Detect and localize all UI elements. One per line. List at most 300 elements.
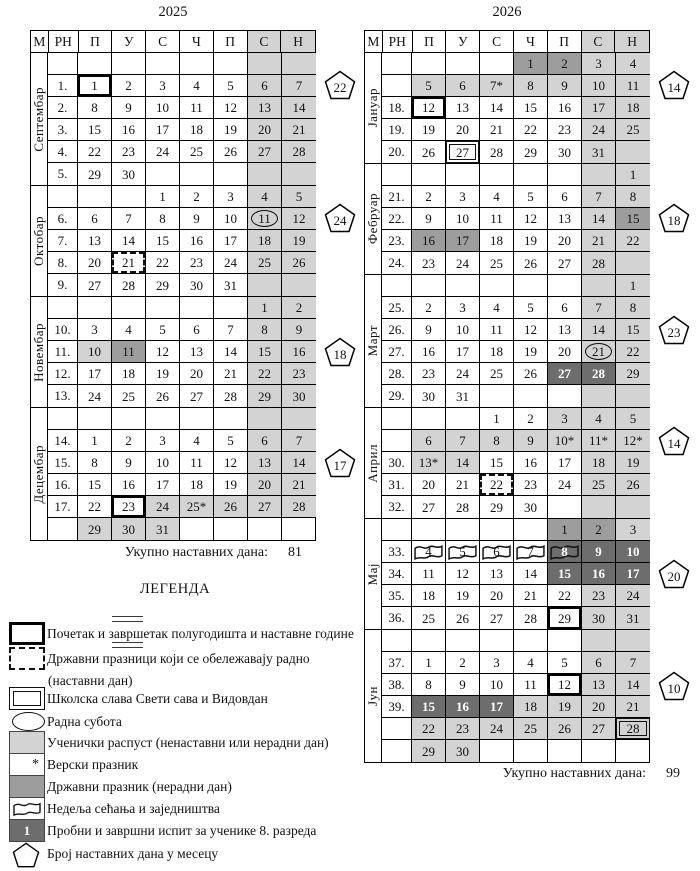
day-number: 9 [459,677,466,692]
day-number: 13 [592,677,605,692]
day-cell [480,541,514,562]
day-cell [446,75,480,96]
day-cell [480,674,514,695]
week-row [382,53,650,75]
day-number: 28 [524,610,537,626]
day-number: 10 [88,344,101,359]
week-row [382,474,650,496]
month-rows [382,53,650,163]
day-cell [582,696,616,717]
day-number: 21 [224,366,237,381]
day-number: 11 [524,677,537,692]
day-number: 3 [227,189,234,204]
day-cell [616,230,650,251]
day-number: 20 [558,344,571,359]
badge-number: 22 [333,79,347,95]
week-number: 21. [382,186,412,207]
day-cell [446,119,480,140]
day-number: 14 [524,566,537,581]
day-cell [548,363,582,384]
week-number: 1. [48,75,78,96]
day-cell [582,297,616,318]
day-number: 27 [490,610,503,626]
month-name: Јануар [365,88,380,128]
week-number: 10. [48,319,78,340]
day-number: 21 [592,233,605,248]
day-number: 30 [122,521,135,537]
day-cell [412,53,446,74]
day-cell [446,474,480,495]
day-number: 21 [456,477,469,492]
day-number: 23 [558,122,571,137]
day-cell [582,630,616,651]
day-cell [446,385,480,407]
day-number: 16 [558,100,571,115]
flag-icon [9,797,45,820]
day-number: 15 [490,455,503,470]
day-cell [480,141,514,163]
day-number: 15 [524,100,537,115]
week-number [382,519,412,540]
day-number: 7 [629,655,637,670]
day-number: 4 [493,189,500,204]
day-number: 11 [422,566,435,581]
day-number: 18 [490,233,503,248]
day-number: 15 [558,566,571,581]
day-cell [548,408,582,429]
day-cell [548,541,582,562]
day-number: 10 [156,100,169,115]
header-cell: П [413,31,447,52]
day-cell [616,718,650,739]
day-cell [412,97,446,118]
day-number: 5 [527,300,534,315]
day-cell [582,275,616,296]
day-number: 2 [125,78,132,93]
day-cell [480,186,514,207]
day-number: 15 [626,322,640,337]
day-cell [548,652,582,673]
day-number: 13 [558,211,571,226]
light-cell-icon [9,731,45,754]
header-cell: П [79,31,113,52]
day-number: 14 [292,455,306,470]
month-rows [382,275,650,407]
day-cell [480,252,514,274]
day-number: 28 [592,366,605,381]
day-cell [514,275,548,296]
week-row [382,652,650,674]
day-cell [616,674,650,695]
header-cell: РН [49,31,79,52]
day-cell [412,252,446,274]
week-number: 39. [382,696,412,717]
day-number: 18 [592,455,605,470]
day-number: 22 [626,344,640,359]
week-row [382,385,650,407]
day-number: 30 [292,388,306,404]
badge-number: 23 [667,324,681,340]
legend-label: Верски празник [47,757,139,772]
day-number: 7 [527,544,534,559]
day-cell [616,496,650,518]
day-number: 18 [490,344,503,359]
day-cell [514,474,548,495]
day-number: 12 [224,455,237,470]
day-cell [480,652,514,673]
legend-label: Државни празници који се обележавају радно [47,651,310,666]
day-number: 3 [629,522,637,537]
legend-label: Ученички распуст (ненаставни или нерадни дан) [47,735,329,750]
day-number: 25 [524,721,537,736]
badge-number: 14 [667,435,681,451]
day-cell [412,363,446,384]
day-number: 30 [422,388,435,404]
day-cell [412,563,446,584]
day-cell [548,186,582,207]
day-cell [480,230,514,251]
day-cell [582,541,616,562]
day-number: 24 [88,388,101,404]
day-number: 2 [193,189,200,204]
day-cell [548,252,582,274]
day-number: 21 [490,122,503,137]
day-cell [514,141,548,163]
day-number: 14 [456,455,469,470]
day-cell [616,363,650,384]
day-number: 16 [524,455,537,470]
day-number: 6 [425,433,432,448]
day-number: 1 [425,655,432,670]
day-number: 16 [456,699,469,714]
day-number: 26 [422,144,435,160]
day-cell [446,53,480,74]
day-number: 20 [88,255,101,270]
day-number: 3 [561,411,568,426]
teaching-days-badge [324,203,356,233]
day-number: 20 [190,366,203,381]
day-cell [616,297,650,318]
day-number: 1 [91,78,98,93]
day-number: 9 [125,100,132,115]
week-row [382,563,650,585]
day-cell [616,319,650,340]
total-label: Укупно наставних дана: [502,766,646,781]
bold-box-icon [9,622,45,645]
day-cell [412,186,446,207]
teaching-days-badge [658,203,690,233]
day-number: 11 [190,455,203,470]
day-cell [480,319,514,340]
day-number: 6 [261,78,268,93]
header-cell: Ч [180,31,214,52]
day-number: 4 [193,78,200,93]
day-cell [548,563,582,584]
day-cell [446,607,480,629]
day-number: 23 [524,477,537,492]
day-cell [582,97,616,118]
day-cell [616,141,650,163]
day-number: 13 [490,566,503,581]
day-number: 19 [156,366,169,381]
day-number: 16 [190,233,203,248]
day-cell [112,496,146,517]
day-number: 4 [193,433,200,448]
day-number: 2 [295,300,303,315]
day-cell [480,718,514,739]
day-number: 12 [524,211,537,226]
day-number: 10* [554,433,575,448]
day-number: 28 [456,499,469,515]
day-number: 27 [190,388,203,404]
day-number: 9 [193,211,200,226]
week-row [382,541,650,563]
day-number: 9 [295,322,303,337]
exam-glyph: 1 [23,822,31,838]
month-block [365,630,649,762]
day-number: 12 [456,566,469,581]
header-cell: С [582,31,616,52]
month-rows [382,408,650,518]
day-number: 11 [490,322,503,337]
day-number: 7 [459,433,466,448]
day-cell [412,474,446,495]
day-number: 25 [190,144,203,159]
day-number: 5 [629,411,637,426]
day-number: 24 [592,122,605,137]
day-cell [412,519,446,540]
day-cell [582,53,616,74]
day-number: 15 [258,344,271,359]
day-number: 28 [122,277,135,293]
week-number: 12. [48,363,78,384]
day-number: 7* [490,78,503,93]
day-cell [548,297,582,318]
day-number: 16 [422,233,435,248]
day-number: 1 [629,167,637,182]
day-number: 18 [422,588,435,603]
day-number: 24 [156,499,169,514]
dark-cell-icon [9,819,45,842]
day-cell [446,541,480,562]
day-cell [412,408,446,429]
day-cell [548,718,582,739]
dashed-box-icon [9,647,45,670]
day-number: 23 [190,255,203,270]
day-number: 19 [456,588,469,603]
day-number: 30 [524,499,537,515]
total-value: 81 [288,545,302,560]
month-label [365,408,382,518]
day-cell [514,496,548,518]
day-cell [514,585,548,606]
day-cell [480,275,514,296]
day-cell [548,75,582,96]
day-number: 28 [626,721,640,736]
day-number: 30 [122,166,135,182]
month-name: Мај [365,562,380,586]
day-cell [548,119,582,140]
day-number: 11* [588,433,609,448]
teaching-days-badge [658,70,690,100]
day-cell [548,696,582,717]
month-rows [382,630,650,762]
day-cell [480,363,514,384]
week-number: 5. [48,163,78,185]
legend-label: Радна субота [47,714,122,729]
day-number: 16 [592,566,605,581]
day-cell [412,385,446,407]
teaching-days-badge [658,671,690,701]
day-number: 6 [193,322,200,337]
header-cell: П [548,31,582,52]
day-number: 19 [224,477,237,492]
month-rows [382,164,650,274]
day-cell [616,519,650,540]
day-number: 22 [524,122,537,137]
day-cell [480,519,514,540]
day-cell [616,208,650,229]
day-cell [548,208,582,229]
badge-number: 24 [333,212,347,228]
week-number: 13. [48,385,78,407]
day-number: 21 [292,122,306,137]
day-number: 2 [561,56,568,71]
day-number: 27 [422,499,435,515]
day-number: 25 [122,388,135,404]
day-cell [514,119,548,140]
month-block [365,519,649,630]
day-number: 14 [224,344,237,359]
day-number: 29 [524,144,537,160]
day-number: 6 [561,300,568,315]
legend-title: ЛЕГЕНДА [139,581,211,597]
day-number: 28 [490,144,503,160]
day-number: 13* [418,455,439,470]
day-number: 12* [623,433,643,448]
day-number: 30 [456,743,469,759]
day-cell [548,275,582,296]
day-cell [446,363,480,384]
day-cell [412,164,446,185]
day-number: 21 [122,255,135,270]
day-number: 12 [422,100,435,115]
day-cell [480,474,514,495]
day-number: 24 [626,588,640,603]
day-number: 31 [626,610,640,626]
day-number: 1 [629,278,637,293]
day-cell [480,430,514,451]
day-number: 8 [91,455,98,470]
day-cell [548,319,582,340]
day-cell [548,474,582,495]
week-number: 31. [382,474,412,495]
day-number: 1 [527,56,534,71]
day-number: 9 [425,211,432,226]
week-row [382,75,650,97]
day-number: 6 [91,211,98,226]
day-number: 31 [592,144,605,160]
day-number: 8 [493,433,500,448]
day-number: 22 [490,477,503,492]
day-cell [412,319,446,340]
day-cell [412,496,446,518]
header-cell: У [112,31,146,52]
day-cell [582,230,616,251]
week-number [382,740,412,762]
day-number: 3 [595,56,602,71]
day-cell [582,408,616,429]
day-cell [480,630,514,651]
week-number: 19. [382,119,412,140]
week-row [382,164,650,186]
day-number: 19 [292,233,306,248]
day-cell [446,585,480,606]
day-number: 8 [425,677,432,692]
day-number: 26 [292,255,306,270]
day-number: 15 [88,477,101,492]
month-name: Март [365,325,380,357]
day-number: 16 [292,344,306,359]
month-label [365,630,382,762]
day-number: 12 [156,344,169,359]
day-cell [548,341,582,362]
day-number: 2 [425,300,432,315]
day-number: 25 [592,477,605,492]
day-cell [514,452,548,473]
week-row [382,275,650,297]
week-number: 15. [48,452,78,473]
day-number: 23 [422,255,435,271]
day-number: 8 [91,100,98,115]
day-cell [616,252,650,274]
day-cell [514,186,548,207]
day-number: 21 [592,344,605,359]
day-number: 22 [626,233,640,248]
day-number: 19 [224,122,237,137]
week-number: 17. [48,496,78,517]
day-number: 18 [190,122,203,137]
day-number: 25 [258,255,271,270]
day-cell [582,141,616,163]
week-number: 2. [48,97,78,118]
day-number: 20 [456,122,469,137]
day-number: 14 [122,233,135,248]
week-row [382,585,650,607]
legend-label: Број наставних дана у месецу [47,846,219,861]
day-cell [548,97,582,118]
header-cell: М [365,31,383,52]
day-cell [412,630,446,651]
week-number [382,408,412,429]
week-number [382,53,412,74]
header-cell: С [146,31,180,52]
day-number: 6 [595,655,602,670]
legend-label: Почетак и завршетак полугодишта и наставне године [47,626,354,641]
day-number: 24 [456,255,469,271]
day-number: 28 [292,144,306,159]
day-number: 13 [456,100,469,115]
day-cell [514,541,548,562]
week-number: 9. [48,274,78,296]
day-number: 29 [422,743,435,759]
day-number: 17 [224,233,237,248]
day-number: 26 [558,721,571,736]
week-number: 4. [48,141,78,162]
day-number: 10 [456,322,469,337]
day-cell [446,563,480,584]
day-number: 8 [261,322,268,337]
